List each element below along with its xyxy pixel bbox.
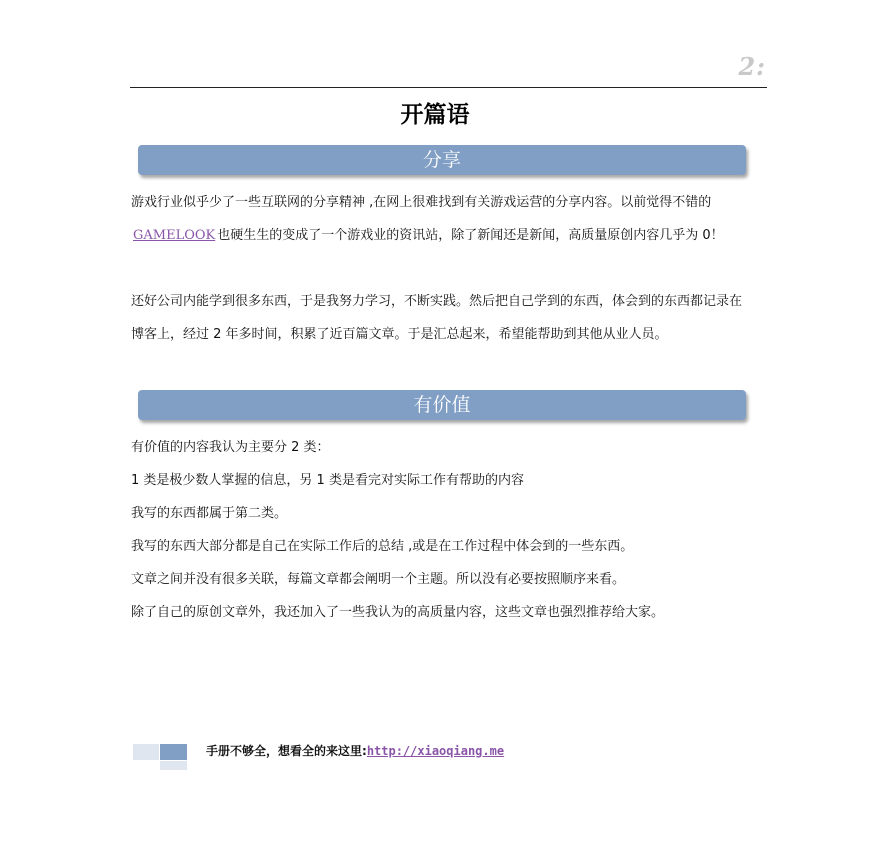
value-line: 文章之间并没有很多关联，每篇文章都会阐明一个主题。所以没有必要按照顺序来看。: [131, 572, 626, 587]
footer-square: [160, 761, 187, 770]
value-paragraphs: [131, 431, 743, 629]
value-line: 1 类是极少数人掌握的信息，另 1 类是看完对实际工作有帮助的内容: [131, 473, 524, 488]
share-paragraph-1: [131, 186, 743, 252]
footer-square: [160, 744, 187, 760]
value-line: 我写的东西都属于第二类。: [131, 506, 288, 521]
footer-label: 手册不够全，想看全的来这里:: [206, 744, 367, 758]
section-heading-share: 分享: [138, 145, 746, 175]
header-rule: [130, 87, 767, 88]
page-title: 开篇语: [400, 102, 470, 128]
share-p1-text-after: 也硬生生的变成了一个游戏业的资讯站，除了新闻还是新闻，高质量原创内容几乎为 0！: [217, 228, 724, 243]
gamelook-link[interactable]: GAMELOOK: [133, 228, 216, 243]
value-line: 除了自己的原创文章外，我还加入了一些我认为的高质量内容，这些文章也强烈推荐给大家。: [131, 605, 665, 620]
share-p1-text-before: 游戏行业似乎少了一些互联网的分享精神 ,在网上很难找到有关游戏运营的分享内容。以前觉得不错的: [131, 195, 712, 210]
value-line: 有价值的内容我认为主要分 2 类：: [131, 440, 330, 455]
share-paragraph-2: 还好公司内能学到很多东西，于是我努力学习，不断实践。然后把自己学到的东西，体会到的东西都记录在博客上，经过 2 年多时间，积累了近百篇文章。于是汇总起来，希望能帮助到其他从业人员。: [131, 294, 743, 342]
value-line: 我写的东西大部分都是自己在实际工作后的总结 ,或是在工作过程中体会到的一些东西。: [131, 539, 634, 554]
xiaoqiang-link[interactable]: http://xiaoqiang.me: [366, 744, 505, 758]
page-number: 2:: [738, 52, 766, 81]
footer-note: [206, 742, 504, 759]
footer-decoration: [133, 744, 189, 772]
footer-square: [133, 744, 159, 760]
section-heading-value: 有价值: [138, 390, 746, 420]
